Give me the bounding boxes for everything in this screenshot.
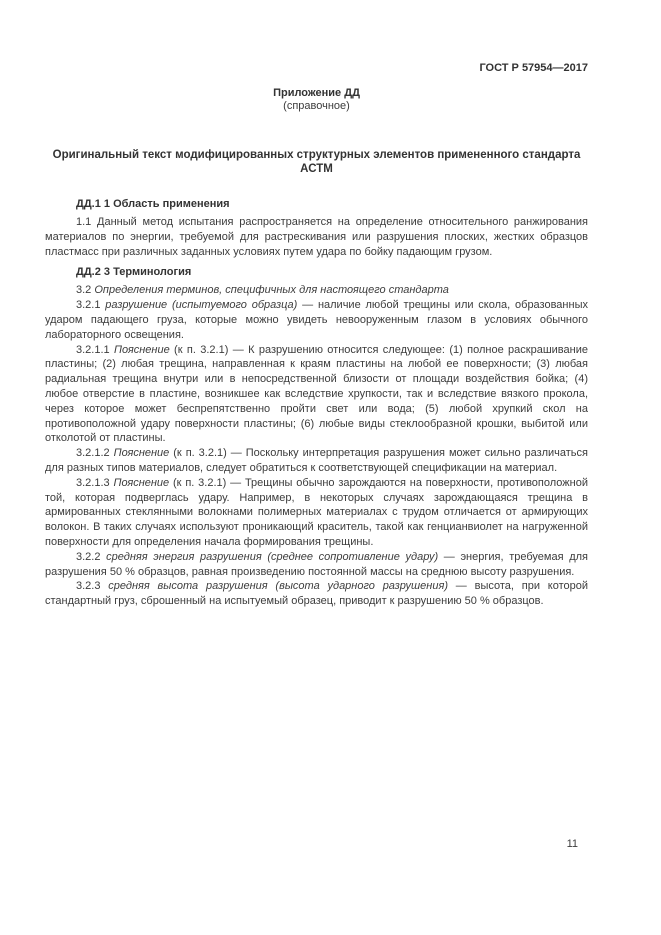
paragraph <box>45 446 588 476</box>
paragraph <box>45 215 588 259</box>
paragraph <box>45 579 588 609</box>
annex-title: Приложение ДД <box>273 87 360 99</box>
term-italic-text: Пояснение <box>113 476 170 489</box>
paragraph <box>45 283 588 298</box>
section-heading: ДД.1 1 Область применения <box>76 198 230 210</box>
body-text: — наличие любой трещины или скола, образованных ударом падающего груза, которые можно увидеть невооруженным глазом в условиях обычного лабораторного освещения. <box>45 299 588 341</box>
paragraph <box>45 476 588 550</box>
annex-label <box>45 87 588 113</box>
document-title-line2: АСТМ <box>300 162 333 175</box>
document-body <box>45 197 588 609</box>
term-italic-text: разрушение (испытуемого образца) <box>105 299 298 312</box>
term-italic-text: средняя энергия разрушения (среднее сопротивление удару) <box>106 550 439 563</box>
paragraph <box>45 550 588 580</box>
body-text: — энергия, требуемая для разрушения 50 % образцов, равная произведению постоянной массы на среднюю высоту разрушения. <box>45 550 588 578</box>
paragraph <box>45 343 588 447</box>
body-text: (к п. 3.2.1) — Трещины обычно зарождаются на поверхности, противоположной той, которая подверглась удару. Например, в некоторых случаях зарождающаяся трещина в армированных стеклянными волокнами полимерных материалах с трудом отличается от армирующих волокон. В таких случаях используют проникающий краситель, такой как генцианвиолет на нагруженной поверхности для определения начала формирования трещины. <box>45 476 588 548</box>
paragraph <box>45 298 588 342</box>
body-text: 1.1 Данный метод испытания распространяется на определение относительного ранжирования материалов по энергии, требуемой для растрескивания или разрушения плоских, жестких образцов пластмасс при различных заданных условиях путем удара по бойку падающим грузом. <box>45 216 588 258</box>
body-text: 3.2.1 <box>76 299 106 312</box>
body-text: 3.2.1.2 <box>76 447 114 460</box>
body-text: (к п. 3.2.1) — Поскольку интерпретация разрушения может сильно различаться для разных типов материалов, следует обратиться к соответствующей спецификации на материал. <box>45 447 588 474</box>
term-italic-text: Определения терминов, специфичных для настоящего стандарта <box>94 284 449 297</box>
annex-type: (справочное) <box>283 100 350 112</box>
body-text: 3.2 <box>76 284 95 297</box>
body-text: — высота, при которой стандартный груз, сброшенный на испытуемый образец, приводит к разрушению 50 % образцов. <box>45 580 588 608</box>
running-header-standard-designation: ГОСТ Р 57954—2017 <box>479 62 588 74</box>
page-number: 11 <box>566 838 578 850</box>
document-title-line1: Оригинальный текст модифицированных структурных элементов примененного стандарта <box>52 149 581 161</box>
section-heading: ДД.2 3 Терминология <box>76 266 192 279</box>
body-text: (к п. 3.2.1) — К разрушению относится следующее: (1) полное раскрашивание пластины; (2) любая трещина, направленная к краям пластины на любой ее поверхности; (3) любая радиальная трещина внутри или в непосредственной близости от площади воздействия бойка; (4) любое отверстие в пластине, возникшее как вследствие хрупкости, так и вследствие вязкого прокола, через которое может беспрепятственно пройти свет или вода; (5) любой хрупкий скол на противоположной удару поверхности пластины; (6) любые виды стеклообразной крошки, выбитой или отколотой от пластины. <box>45 343 588 445</box>
body-text: 3.2.1.3 <box>76 476 114 489</box>
term-italic-text: Пояснение <box>113 447 170 460</box>
term-italic-text: Пояснение <box>114 343 170 356</box>
body-text: 3.2.3 <box>76 580 109 593</box>
body-text: 3.2.2 <box>76 550 107 563</box>
body-text: 3.2.1.1 <box>76 343 114 356</box>
term-italic-text: средняя высота разрушения (высота ударного разрушения) <box>108 580 449 593</box>
document-title <box>45 149 588 176</box>
